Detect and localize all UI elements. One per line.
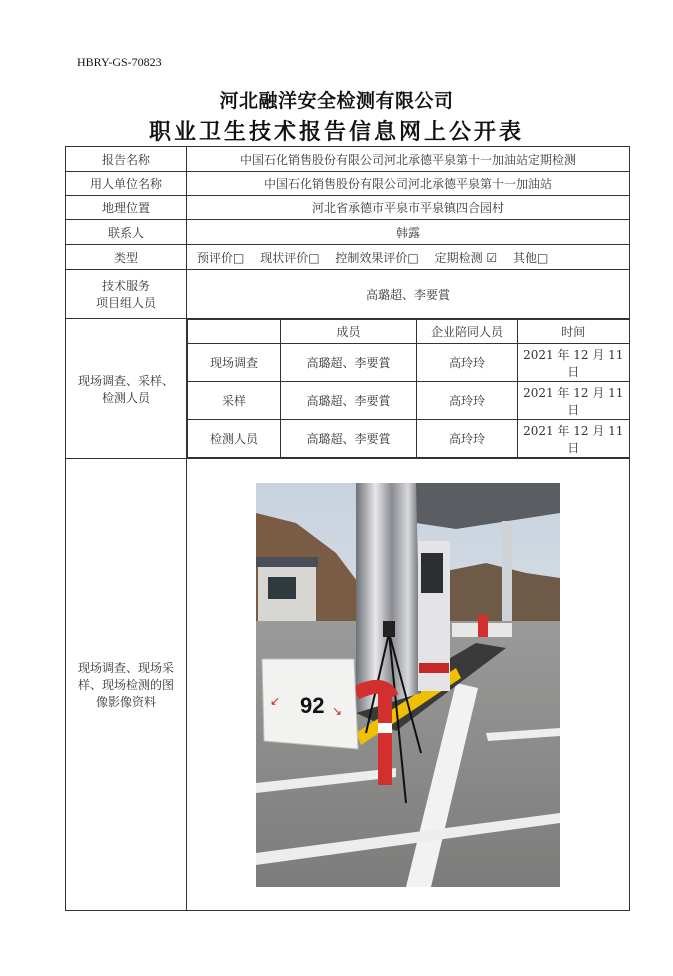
employer-value: 中国石化销售股份有限公司河北承德平泉第十一加油站 — [187, 172, 630, 196]
onsite-header-row — [188, 320, 630, 344]
row-images — [66, 459, 630, 911]
checked-checkbox-icon: ☑ — [486, 250, 498, 265]
time-cell: 2021 年 12 月 11 日 — [518, 344, 630, 382]
escort-cell: 高玲玲 — [417, 344, 518, 382]
activity-cell: 现场调查 — [188, 344, 281, 382]
option-label: 现状评价 — [260, 250, 309, 265]
escort-cell: 高玲玲 — [417, 420, 518, 458]
checkbox-icon: □ — [308, 250, 320, 265]
onsite-header-members: 成员 — [281, 320, 417, 344]
checkbox-icon: □ — [537, 250, 549, 265]
activity-cell: 检测人员 — [188, 420, 281, 458]
service-team-value: 高璐超、李要賞 — [187, 270, 630, 319]
time-cell: 2021 年 12 月 11 日 — [518, 382, 630, 420]
onsite-header-escort: 企业陪同人员 — [417, 320, 518, 344]
type-options — [187, 245, 630, 270]
row-report-name — [66, 147, 630, 172]
service-team-label-line1: 技术服务 — [101, 279, 150, 293]
checkbox-icon: □ — [407, 250, 419, 265]
table-row — [188, 420, 630, 458]
type-option-other[interactable] — [513, 251, 548, 265]
row-type — [66, 245, 630, 270]
company-name: 河北融洋安全检测有限公司 — [219, 90, 454, 112]
employer-label: 用人单位名称 — [66, 172, 187, 196]
option-label: 预评价 — [197, 250, 234, 265]
type-option-pre-evaluation[interactable] — [197, 251, 244, 265]
members-cell: 高璐超、李要賞 — [281, 344, 417, 382]
type-option-status-evaluation[interactable] — [260, 251, 319, 265]
report-name-value: 中国石化销售股份有限公司河北承德平泉第十一加油站定期检测 — [187, 147, 630, 172]
option-label: 定期检测 — [434, 250, 483, 265]
svg-text:↙: ↙ — [270, 693, 281, 708]
row-location — [66, 196, 630, 220]
form-title: 职业卫生技术报告信息网上公开表 — [148, 119, 524, 145]
onsite-label-line1: 现场调查、采样、 — [77, 373, 174, 388]
type-label: 类型 — [66, 245, 187, 270]
images-label-line3: 像影像资料 — [95, 695, 156, 709]
location-label: 地理位置 — [66, 196, 187, 220]
escort-cell: 高玲玲 — [417, 382, 518, 420]
site-photo — [256, 483, 560, 887]
contact-label: 联系人 — [66, 220, 187, 245]
activity-cell: 采样 — [188, 382, 281, 420]
pump-number-label: 92 — [300, 692, 325, 718]
row-service-team — [66, 270, 630, 319]
row-contact — [66, 220, 630, 245]
images-cell — [187, 459, 630, 911]
document-code: HBRY-GS-70823 — [77, 55, 162, 69]
onsite-label — [66, 319, 187, 459]
onsite-table — [187, 319, 630, 458]
service-team-label-line2: 项目组人员 — [95, 296, 156, 310]
onsite-header-time: 时间 — [518, 320, 630, 344]
report-name-label: 报告名称 — [66, 147, 187, 172]
checkbox-icon: □ — [233, 250, 245, 265]
images-label-line1: 现场调查、现场采 — [77, 661, 174, 675]
images-label — [66, 459, 187, 911]
table-row — [188, 382, 630, 420]
members-cell: 高璐超、李要賞 — [281, 382, 417, 420]
type-option-periodic-detection[interactable] — [435, 251, 498, 265]
option-label: 其他 — [513, 250, 538, 265]
svg-text:↘: ↘ — [332, 703, 343, 718]
location-value: 河北省承德市平泉市平泉镇四合园村 — [187, 196, 630, 220]
info-table — [65, 146, 630, 911]
contact-value: 韩露 — [187, 220, 630, 245]
option-label: 控制效果评价 — [335, 250, 408, 265]
onsite-header-blank — [188, 320, 281, 344]
onsite-cell — [187, 319, 630, 459]
type-option-control-evaluation[interactable] — [335, 251, 418, 265]
service-team-label — [66, 270, 187, 319]
onsite-label-line2: 检测人员 — [101, 390, 150, 405]
members-cell: 高璐超、李要賞 — [281, 420, 417, 458]
images-label-line2: 样、现场检测的图 — [77, 678, 174, 692]
table-row — [188, 344, 630, 382]
row-employer — [66, 172, 630, 196]
time-cell: 2021 年 12 月 11 日 — [518, 420, 630, 458]
row-onsite-personnel — [66, 319, 630, 459]
